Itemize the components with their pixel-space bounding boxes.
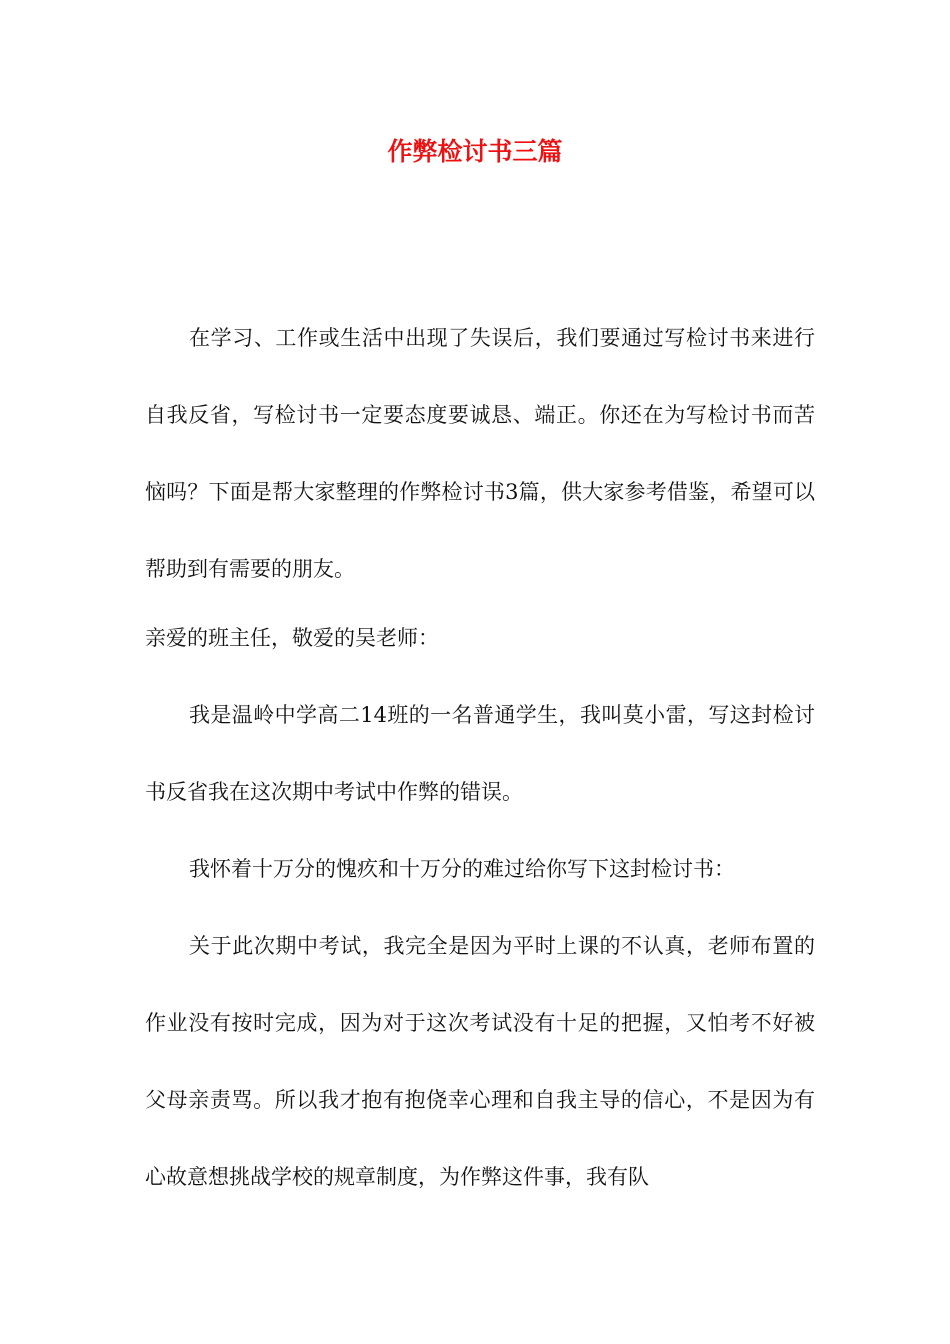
self-introduction-paragraph: 我是温岭中学高二14班的一名普通学生，我叫莫小雷，写这封检讨书反省我在这次期中考试中作弊的错误。: [145, 703, 815, 804]
salutation-paragraph: 亲爱的班主任，敬爱的吴老师：: [145, 626, 439, 650]
apology-paragraph: 我怀着十万分的愧疚和十万分的难过给你写下这封检讨书：: [189, 857, 735, 881]
intro-paragraph: 在学习、工作或生活中出现了失误后，我们要通过写检讨书来进行自我反省，写检讨书一定要态度要诚恳、端正。你还在为写检讨书而苦恼吗？下面是帮大家整理的作弊检讨书3篇，供大家参考借鉴，希望可以帮助到有需要的朋友。: [145, 326, 815, 581]
document-title: 作弊检讨书三篇: [387, 137, 563, 166]
reason-paragraph: 关于此次期中考试，我完全是因为平时上课的不认真，老师布置的作业没有按时完成，因为对于这次考试没有十足的把握，又怕考不好被父母亲责骂。所以我才抱有抱侥幸心理和自我主导的信心，不是因为有心故意想挑战学校的规章制度，为作弊这件事，我有队: [145, 934, 815, 1189]
